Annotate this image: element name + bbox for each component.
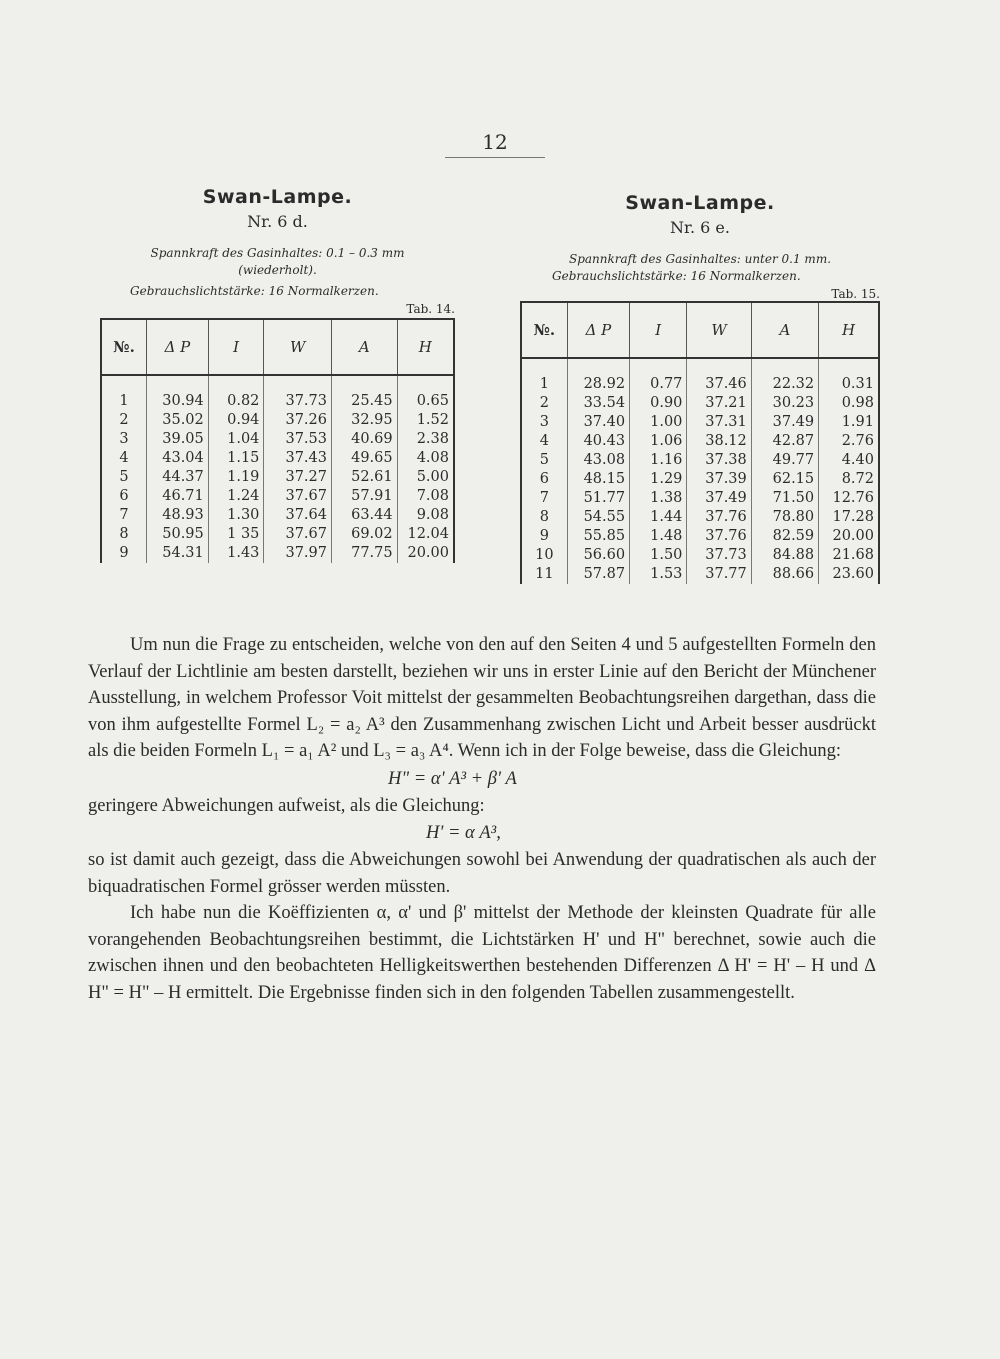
- formula-h-prime: H' = α A³,: [426, 823, 501, 843]
- table-cell: 46.71: [147, 487, 209, 506]
- table-cell: 54.31: [147, 544, 209, 563]
- table-cell: 8: [539, 509, 549, 525]
- table-cell: 12.76: [819, 489, 879, 508]
- paragraph-1: Um nun die Frage zu entscheiden, welche von den auf den Seiten 4 und 5 aufgestellten Formeln den Verlauf der Lichtlinie am besten darstellt, beziehen wir uns in erster Linie auf den Bericht der Münchener Ausstellung, in welchem Professor Voit mittelst der gesammelten Beobachtungsreihen dargethan, dass die von ihm aufgestellte Formel L₂ = a₂ A³ den Zusammenhang zwischen Licht und Arbeit besser ausdrückt als die beiden Formeln L₁ = a₁ A² und L₃ = a₃ A⁴. Wenn ich in der Folge beweise, dass die Gleichung:: [88, 635, 876, 761]
- table-cell: 77.75: [332, 544, 398, 563]
- left-header-1: Δ P: [147, 319, 209, 375]
- table-cell: 37.26: [264, 411, 332, 430]
- left-lamp-number: Nr. 6 d.: [247, 212, 308, 231]
- table-row: [101, 468, 454, 487]
- table-cell: 28.92: [567, 358, 629, 394]
- left-lamp-title: Swan-Lampe.: [202, 186, 353, 208]
- table-cell: 37.67: [264, 487, 332, 506]
- table-row: [521, 432, 879, 451]
- table-cell: 9: [119, 545, 129, 561]
- table-cell: 33.54: [567, 394, 629, 413]
- table-cell: 0.77: [630, 358, 687, 394]
- table-cell: 51.77: [567, 489, 629, 508]
- table-cell: 56.60: [567, 546, 629, 565]
- table-cell: 37.46: [687, 358, 751, 394]
- table-cell: 37.67: [264, 525, 332, 544]
- right-header-3: W: [687, 302, 751, 358]
- left-caption-2: (wiederholt).: [238, 263, 317, 277]
- table-cell: 1.16: [630, 451, 687, 470]
- table-cell: 43.08: [567, 451, 629, 470]
- table-cell: 4.08: [397, 449, 454, 468]
- table-cell: 37.76: [687, 527, 751, 546]
- table-cell: 4: [119, 450, 129, 466]
- table-cell: 42.87: [751, 432, 818, 451]
- table-cell: 37.76: [687, 508, 751, 527]
- table-cell: 1.00: [630, 413, 687, 432]
- right-caption-1: Spannkraft des Gasinhaltes: unter 0.1 mm.: [568, 252, 832, 266]
- table-cell: 39.05: [147, 430, 209, 449]
- table-row: [101, 506, 454, 525]
- table-row: [521, 489, 879, 508]
- table-cell: 1.50: [630, 546, 687, 565]
- table-cell: 5: [119, 469, 129, 485]
- table-cell: 2.38: [397, 430, 454, 449]
- table-cell: 0.31: [819, 358, 879, 394]
- right-tab-label: Tab. 15.: [831, 287, 880, 301]
- right-header-0: №.: [521, 302, 567, 358]
- table-cell: 38.12: [687, 432, 751, 451]
- table-cell: 6: [539, 471, 549, 487]
- table-cell: 0.82: [208, 375, 264, 411]
- table-row: [101, 411, 454, 430]
- table-row: [521, 394, 879, 413]
- table-row: [101, 375, 454, 411]
- table-cell: 37.73: [687, 546, 751, 565]
- table-cell: 37.77: [687, 565, 751, 584]
- right-header-1: Δ P: [567, 302, 629, 358]
- table-row: [101, 430, 454, 449]
- table-cell: 30.94: [147, 375, 209, 411]
- table-cell: 78.80: [751, 508, 818, 527]
- table-cell: 37.73: [264, 375, 332, 411]
- table-cell: 62.15: [751, 470, 818, 489]
- table-cell: 37.31: [687, 413, 751, 432]
- table-cell: 1.91: [819, 413, 879, 432]
- left-header-3: W: [264, 319, 332, 375]
- page-number-rule: [445, 157, 545, 158]
- left-table-block: [100, 186, 455, 563]
- table-cell: 5: [539, 452, 549, 468]
- table-cell: 49.65: [332, 449, 398, 468]
- right-lamp-number: Nr. 6 e.: [670, 218, 730, 237]
- table-cell: 48.15: [567, 470, 629, 489]
- table-cell: 44.37: [147, 468, 209, 487]
- table-cell: 37.40: [567, 413, 629, 432]
- table-cell: 71.50: [751, 489, 818, 508]
- table-cell: 49.77: [751, 451, 818, 470]
- table-row: [521, 413, 879, 432]
- table-cell: 37.43: [264, 449, 332, 468]
- table-cell: 1.30: [208, 506, 264, 525]
- left-data-table: [100, 318, 455, 563]
- table-cell: 4.40: [819, 451, 879, 470]
- table-cell: 6: [119, 488, 129, 504]
- table-cell: 50.95: [147, 525, 209, 544]
- table-cell: 30.23: [751, 394, 818, 413]
- table-cell: 10: [535, 547, 554, 563]
- table-cell: 1.15: [208, 449, 264, 468]
- table-cell: 2.76: [819, 432, 879, 451]
- right-caption-2: Gebrauchslichtstärke: 16 Normalkerzen.: [552, 269, 801, 283]
- table-cell: 37.64: [264, 506, 332, 525]
- table-cell: 7: [539, 490, 549, 506]
- table-cell: 40.69: [332, 430, 398, 449]
- table-row: [521, 470, 879, 489]
- table-cell: 1.52: [397, 411, 454, 430]
- table-cell: 7.08: [397, 487, 454, 506]
- table-cell: 7: [119, 507, 129, 523]
- formula-h-double-prime: H" = α' A³ + β' A: [388, 768, 517, 789]
- table-cell: 1.29: [630, 470, 687, 489]
- table-cell: 21.68: [819, 546, 879, 565]
- paragraph-4: Ich habe nun die Koëffizienten α, α' und β' mittelst der Methode der kleinsten Quadrate für alle vorangehenden Beobachtungsreihen bestimmt, die Lichtstärken H' und H" berechnet, sowie auch die zwischen ihnen und den beobachteten Helligkeitswerthen bestehenden Differenzen Δ H' = H' – H und Δ H" = H" – H ermittelt. Die Ergebnisse finden sich in den folgenden Tabellen zusammengestellt.: [88, 903, 876, 1003]
- body-text: [88, 632, 876, 1006]
- table-row: [101, 544, 454, 563]
- table-cell: 8.72: [819, 470, 879, 489]
- table-cell: 32.95: [332, 411, 398, 430]
- table-cell: 37.21: [687, 394, 751, 413]
- table-cell: 69.02: [332, 525, 398, 544]
- table-cell: 1.48: [630, 527, 687, 546]
- left-header-4: A: [332, 319, 398, 375]
- table-cell: 1.04: [208, 430, 264, 449]
- table-cell: 0.98: [819, 394, 879, 413]
- table-cell: 63.44: [332, 506, 398, 525]
- table-cell: 40.43: [567, 432, 629, 451]
- table-cell: 52.61: [332, 468, 398, 487]
- left-header-5: H: [397, 319, 454, 375]
- table-row: [101, 525, 454, 544]
- table-cell: 22.32: [751, 358, 818, 394]
- table-cell: 23.60: [819, 565, 879, 584]
- table-cell: 82.59: [751, 527, 818, 546]
- table-cell: 2: [119, 412, 129, 428]
- table-cell: 5.00: [397, 468, 454, 487]
- table-cell: 37.39: [687, 470, 751, 489]
- table-cell: 37.38: [687, 451, 751, 470]
- table-row: [521, 508, 879, 527]
- table-cell: 17.28: [819, 508, 879, 527]
- table-cell: 1.43: [208, 544, 264, 563]
- page-number: 12: [482, 130, 508, 154]
- table-cell: 37.53: [264, 430, 332, 449]
- table-cell: 4: [539, 433, 549, 449]
- table-cell: 88.66: [751, 565, 818, 584]
- table-cell: 37.27: [264, 468, 332, 487]
- left-tab-label: Tab. 14.: [406, 302, 455, 316]
- table-cell: 48.93: [147, 506, 209, 525]
- table-cell: 54.55: [567, 508, 629, 527]
- table-cell: 8: [119, 526, 129, 542]
- table-cell: 57.91: [332, 487, 398, 506]
- table-row: [101, 487, 454, 506]
- table-row: [521, 451, 879, 470]
- table-cell: 1.06: [630, 432, 687, 451]
- table-cell: 35.02: [147, 411, 209, 430]
- table-cell: 2: [539, 395, 549, 411]
- table-cell: 55.85: [567, 527, 629, 546]
- left-caption-3: Gebrauchslichtstärke: 16 Normalkerzen.: [130, 284, 379, 298]
- table-cell: 25.45: [332, 375, 398, 411]
- left-caption-1: Spannkraft des Gasinhaltes: 0.1 – 0.3 mm: [150, 246, 405, 260]
- left-header-2: I: [208, 319, 264, 375]
- right-table-block: [520, 192, 880, 584]
- table-cell: 37.49: [687, 489, 751, 508]
- table-cell: 84.88: [751, 546, 818, 565]
- right-lamp-title: Swan-Lampe.: [625, 192, 775, 214]
- table-cell: 20.00: [819, 527, 879, 546]
- right-header-2: I: [630, 302, 687, 358]
- table-cell: 1.24: [208, 487, 264, 506]
- table-cell: 1: [119, 393, 129, 409]
- table-cell: 12.04: [397, 525, 454, 544]
- right-header-5: H: [819, 302, 879, 358]
- table-cell: 1: [539, 376, 549, 392]
- table-cell: 3: [539, 414, 549, 430]
- table-row: [521, 358, 879, 394]
- right-header-4: A: [751, 302, 818, 358]
- table-cell: 1.53: [630, 565, 687, 584]
- table-cell: 1 35: [208, 525, 264, 544]
- table-cell: 9.08: [397, 506, 454, 525]
- right-data-table: [520, 301, 880, 584]
- table-cell: 1.38: [630, 489, 687, 508]
- left-header-0: №.: [101, 319, 147, 375]
- table-row: [521, 546, 879, 565]
- table-row: [521, 565, 879, 584]
- table-row: [521, 527, 879, 546]
- table-cell: 9: [539, 528, 549, 544]
- table-row: [101, 449, 454, 468]
- paragraph-2: geringere Abweichungen aufweist, als die Gleichung:: [88, 795, 485, 816]
- table-cell: 3: [119, 431, 129, 447]
- table-cell: 43.04: [147, 449, 209, 468]
- table-cell: 0.65: [397, 375, 454, 411]
- table-cell: 37.49: [751, 413, 818, 432]
- table-cell: 0.90: [630, 394, 687, 413]
- table-cell: 37.97: [264, 544, 332, 563]
- table-cell: 20.00: [397, 544, 454, 563]
- table-cell: 57.87: [567, 565, 629, 584]
- table-cell: 0.94: [208, 411, 264, 430]
- table-cell: 11: [535, 566, 554, 582]
- paragraph-3: so ist damit auch gezeigt, dass die Abweichungen sowohl bei Anwendung der quadratischen als auch der biquadratischen Formel grösser werden müssten.: [88, 850, 876, 897]
- table-cell: 1.44: [630, 508, 687, 527]
- table-cell: 1.19: [208, 468, 264, 487]
